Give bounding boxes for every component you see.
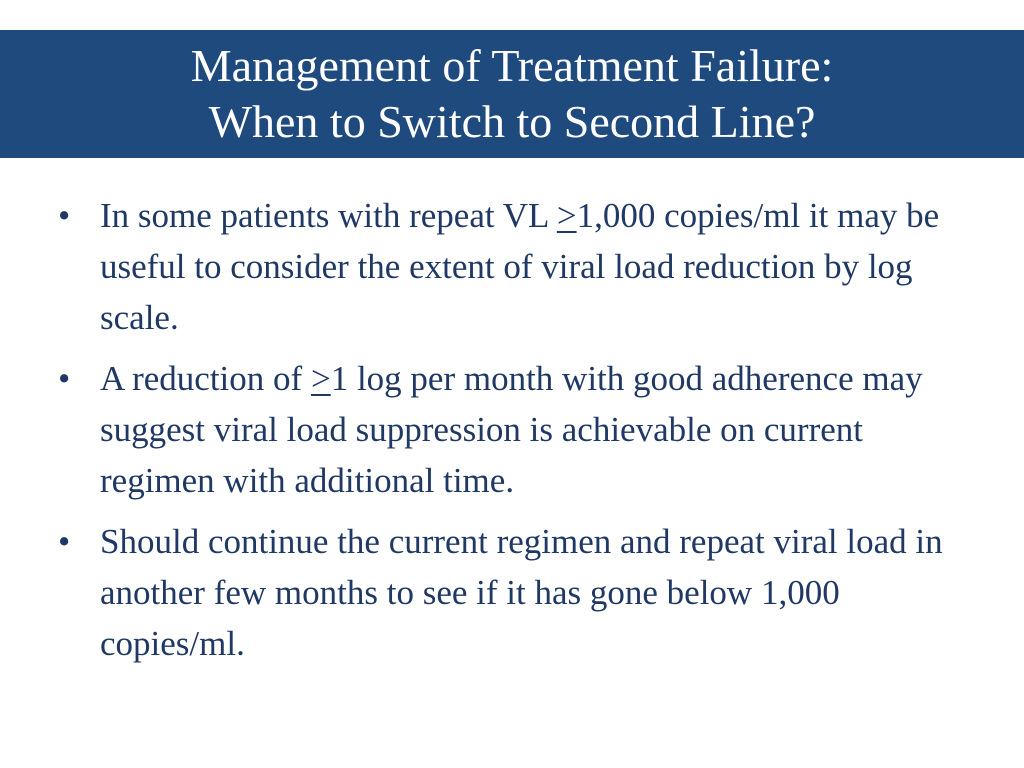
bullet-item-1 [58,190,958,343]
title-line-1: Management of Treatment Failure: [190,40,834,91]
greater-equal-symbol: > [556,196,577,235]
title-band [0,30,1024,158]
bullet-item-2 [58,353,958,506]
bullet-1-text-start: In some patients with repeat VL [100,196,557,235]
title-line-2: When to Switch to Second Line? [208,96,816,147]
bullet-list [58,190,958,679]
bullet-marker-icon: • [58,196,71,235]
slide-title [191,38,834,150]
greater-equal-symbol: > [310,359,331,398]
bullet-2-text-end: 1 log per month with good adherence may suggest viral load suppression is achievable on current regimen with additional time. [100,359,923,500]
bullet-marker-icon: • [58,359,71,398]
bullet-3-text: Should continue the current regimen and repeat viral load in another few months to see if it has gone below 1,000 copies/ml. [100,522,943,663]
bullet-2-text-start: A reduction of [100,359,311,398]
bullet-marker-icon: • [58,522,71,561]
bullet-1-text-end: 1,000 copies/ml it may be useful to consider the extent of viral load reduction by log scale. [100,196,940,337]
bullet-item-3 [58,516,958,669]
